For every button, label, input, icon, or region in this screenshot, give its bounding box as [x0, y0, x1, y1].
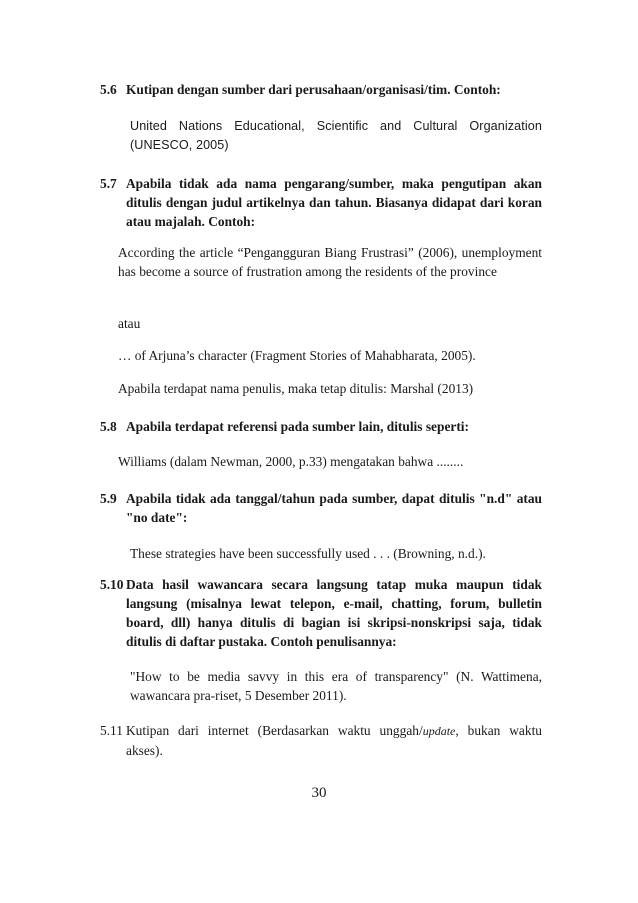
page-number: 30 — [311, 785, 327, 801]
example-unesco-line1: United Nations Educational, Scientific and Cultural Organization — [130, 119, 542, 133]
section-heading-5-10: Data hasil wawancara secara langsung tatap muka maupun tidak langsung (misalnya lewat telepon, e-mail, chatting, forum, bulletin board, dll) hanya ditulis di bagian isi skripsi-nonskripsi saja, tidak ditulis di daftar pustaka. Contoh penulisannya: — [126, 577, 542, 649]
example-article-title-quote: According the article “Pengangguran Biang Frustrasi” (2006), unemployment has become a source of frustration among the residents of the province — [118, 245, 542, 279]
section-heading-5-8: Apabila terdapat referensi pada sumber lain, ditulis seperti: — [126, 419, 469, 434]
example-fragment-stories: … of Arjuna’s character (Fragment Stories of Mahabharata, 2005). — [118, 348, 476, 363]
example-interview: "How to be media savvy in this era of transparency" (N. Wattimena, wawancara pra-riset, 5 Desember 2011). — [130, 669, 542, 703]
section-heading-5-6: Kutipan dengan sumber dari perusahaan/organisasi/tim. Contoh: — [126, 82, 501, 97]
section-number-5-10: 5.10 — [100, 577, 124, 592]
text-before-update: Kutipan dari internet (Berdasarkan waktu unggah/ — [126, 723, 423, 738]
example-williams: Williams (dalam Newman, 2000, p.33) mengatakan bahwa ........ — [118, 454, 464, 469]
section-heading-5-7: Apabila tidak ada nama pengarang/sumber, maka pengutipan akan ditulis dengan judul artikelnya dan tahun. Biasanya didapat dari koran atau majalah. Contoh: — [126, 176, 542, 229]
section-number-5-8: 5.8 — [100, 419, 117, 434]
text-after-update: , bukan waktu akses). — [126, 723, 542, 758]
or-separator: atau — [118, 316, 141, 331]
example-unesco-line2: (UNESCO, 2005) — [130, 138, 229, 152]
section-text-5-11 — [126, 721, 542, 760]
example-browning: These strategies have been successfully used . . . (Browning, n.d.). — [130, 546, 486, 561]
section-number-5-7: 5.7 — [100, 176, 117, 191]
section-heading-5-9: Apabila tidak ada tanggal/tahun pada sumber, dapat ditulis "n.d" atau "no date": — [126, 491, 542, 525]
note-author-name: Apabila terdapat nama penulis, maka tetap ditulis: Marshal (2013) — [118, 381, 474, 396]
section-number-5-9: 5.9 — [100, 491, 117, 506]
section-number-5-11: 5.11 — [100, 723, 123, 738]
section-number-5-6: 5.6 — [100, 82, 117, 97]
italic-update: update — [422, 724, 456, 738]
